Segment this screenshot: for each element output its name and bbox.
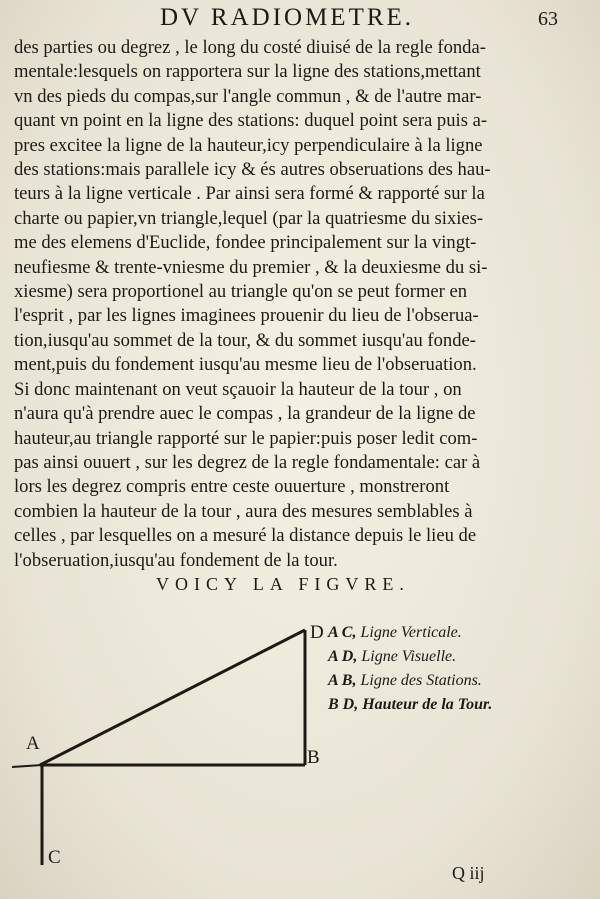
legend-label: Ligne Verticale. — [360, 624, 462, 641]
text-line: charte ou papier,vn triangle,lequel (par la quatriesme du sixies- — [14, 207, 484, 229]
text-line: pres excitee la ligne de la hauteur,icy perpendiculaire à la ligne — [14, 134, 483, 156]
legend-key: A C, — [328, 624, 357, 641]
text-line: pas ainsi ouuert , sur les degrez de la regle fondamentale: car à — [14, 451, 481, 473]
page-header — [0, 2, 600, 38]
legend-row — [328, 693, 588, 717]
figure — [0, 615, 600, 895]
text-line: celles , par lesquelles on a mesuré la distance depuis le lieu de — [14, 525, 477, 547]
point-a-label: A — [26, 733, 40, 754]
point-c-label: C — [48, 847, 61, 868]
text-line: vn des pieds du compas,sur l'angle commun , & de l'autre mar- — [14, 85, 482, 107]
text-line: combien la hauteur de la tour , aura des mesures semblables à — [14, 500, 473, 522]
page-number: 63 — [538, 8, 558, 30]
text-line: n'aura qu'à prendre auec le compas , la grandeur de la ligne de — [14, 403, 476, 425]
legend-row — [328, 669, 588, 693]
text-line: quant vn point en la ligne des stations: duquel point sera puis a- — [14, 110, 488, 132]
figure-legend — [328, 621, 588, 717]
signature-mark: Q iij — [452, 863, 485, 883]
text-line: xiesme) sera proportionel au triangle qu'on se peut former en — [14, 281, 468, 303]
figure-title: VOICY LA FIGVRE. — [156, 574, 410, 594]
text-line: l'esprit , par les lignes imaginees prouenir du lieu de l'obserua- — [14, 305, 479, 327]
point-d-label: D — [310, 622, 324, 643]
legend-key: A B, — [328, 672, 357, 689]
text-line: teurs à la ligne verticale . Par ainsi sera formé & rapporté sur la — [14, 183, 485, 205]
text-line: des stations:mais parallele icy & és autres obseruations des hau- — [14, 159, 491, 181]
text-line: des parties ou degrez , le long du costé diuisé de la regle fonda- — [14, 37, 486, 58]
legend-row — [328, 621, 588, 645]
point-b-label: B — [307, 747, 320, 768]
text-line: ment,puis du fondement iusqu'au mesme lieu de l'obseruation. — [14, 354, 477, 376]
legend-label: Hauteur de la Tour. — [362, 696, 493, 713]
body-text — [14, 36, 544, 573]
legend-label: Ligne Visuelle. — [361, 648, 457, 665]
text-line: neufiesme & trente-vniesme du premier , & la deuxiesme du si- — [14, 256, 488, 278]
legend-label: Ligne des Stations. — [360, 672, 482, 689]
text-line: mentale:lesquels on rapportera sur la ligne des stations,mettant — [14, 61, 481, 83]
text-line: me des elemens d'Euclide, fondee principalement sur la vingt- — [14, 232, 477, 254]
text-line: l'obseruation,iusqu'au fondement de la tour. — [14, 549, 338, 571]
legend-key: B D, — [328, 696, 359, 713]
text-line: Si donc maintenant on veut sçauoir la hauteur de la tour , on — [14, 378, 462, 400]
line-ad — [40, 630, 305, 765]
legend-row — [328, 645, 588, 669]
text-line: hauteur,au triangle rapporté sur le papier:puis poser ledit com- — [14, 427, 478, 449]
text-line: lors les degrez compris entre ceste ouuerture , monstreront — [14, 476, 450, 498]
running-head: DV RADIOMETRE. — [160, 4, 415, 31]
legend-key: A D, — [328, 648, 358, 665]
line-extension — [12, 765, 42, 767]
text-line: tion,iusqu'au sommet de la tour, & du sommet iusqu'au fonde- — [14, 329, 476, 351]
